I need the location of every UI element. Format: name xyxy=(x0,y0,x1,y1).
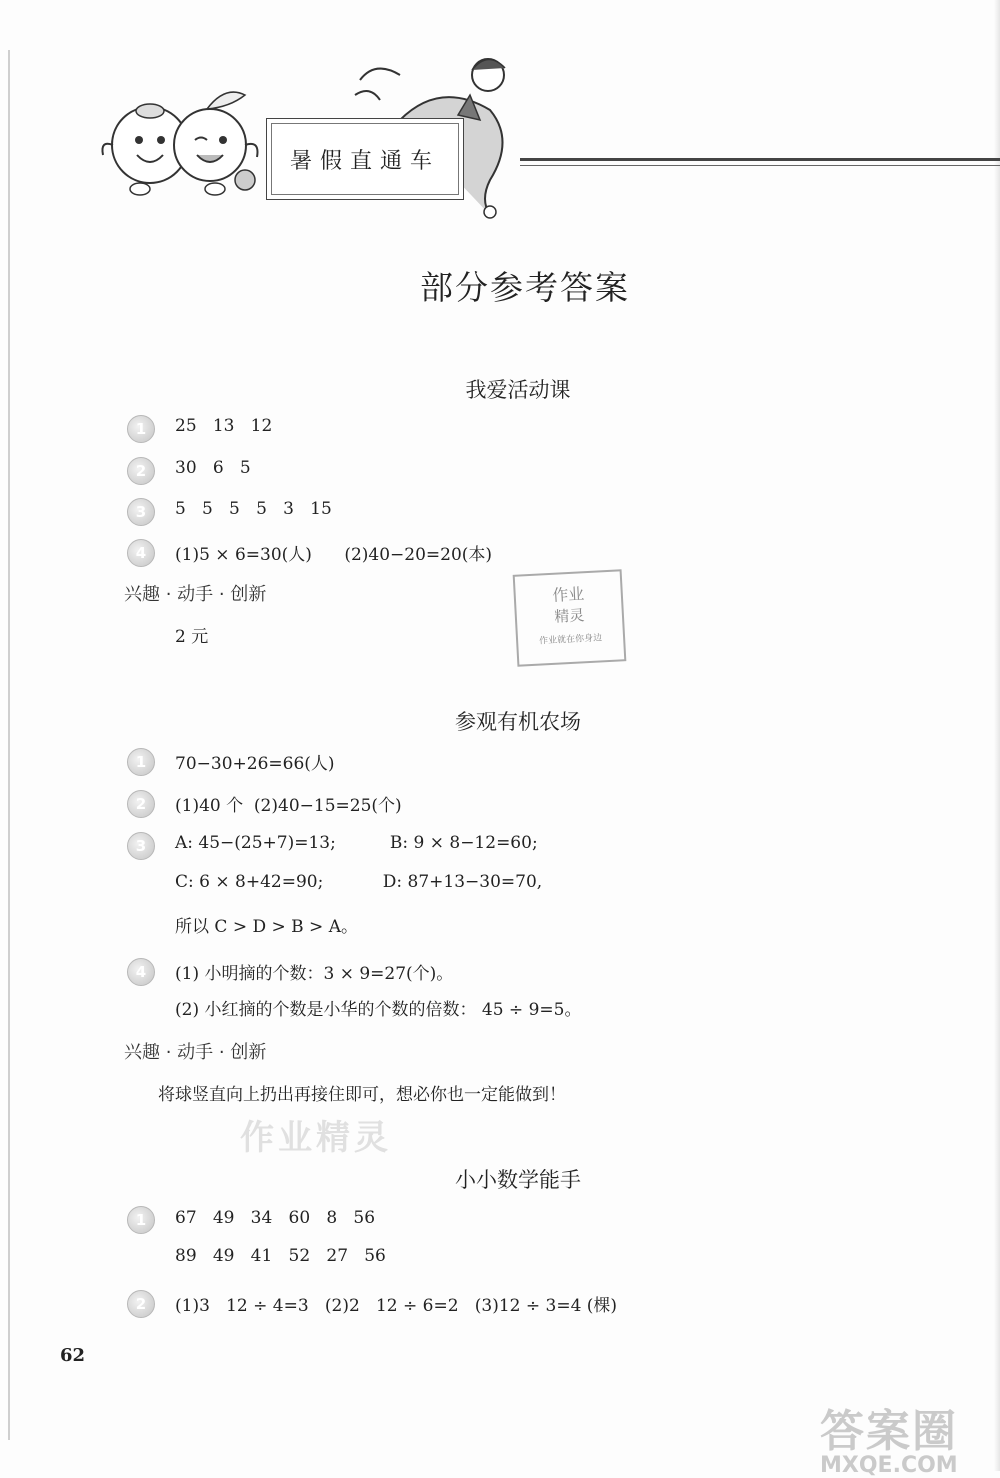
answer-line: 2 元 xyxy=(175,627,209,647)
answer-line: (1)40 个 (2)40−15=25(个) xyxy=(175,796,402,816)
header-rule-thin xyxy=(520,165,1000,166)
answer-line: (1)5 × 6=30(人) (2)40−20=20(本) xyxy=(175,545,493,565)
item-number-badge: 1 xyxy=(127,415,155,443)
item-number-badge: 2 xyxy=(127,1290,155,1318)
page-number: 62 xyxy=(60,1345,86,1366)
item-number-badge: 4 xyxy=(127,539,155,567)
item-number-badge: 4 xyxy=(127,958,155,986)
answer-line: C: 6 × 8+42=90; D: 87+13−30=70, xyxy=(175,872,543,892)
answer-line: 所以 C > D > B > A。 xyxy=(175,917,358,937)
extra-label: 兴趣 · 动手 · 创新 xyxy=(124,1042,267,1063)
item-number-badge: 1 xyxy=(127,748,155,776)
section-title: 参观有机农场 xyxy=(455,710,581,734)
stamp-watermark: 作业 精灵 作业就在你身边 xyxy=(513,569,627,667)
section-title: 小小数学能手 xyxy=(455,1168,581,1192)
answer-line: 5 5 5 5 3 15 xyxy=(175,499,332,519)
answer-line: 67 49 34 60 8 56 xyxy=(175,1208,376,1228)
answer-line: (2) 小红摘的个数是小华的个数的倍数： 45 ÷ 9=5。 xyxy=(175,1000,582,1020)
watermark-text: 作业精灵 xyxy=(240,1118,392,1158)
item-number-badge: 2 xyxy=(127,790,155,818)
answer-line: A: 45−(25+7)=13; B: 9 × 8−12=60; xyxy=(175,833,538,853)
item-number-badge: 3 xyxy=(127,498,155,526)
page-left-edge xyxy=(8,50,10,1440)
answer-line: 将球竖直向上扔出再接住即可，想必你也一定能做到！ xyxy=(158,1085,566,1105)
section-title: 我爱活动课 xyxy=(465,378,571,402)
banner-title: 暑假直通车 xyxy=(271,123,459,195)
banner-title-box xyxy=(266,118,464,200)
item-number-badge: 2 xyxy=(127,457,155,485)
answer-line: (1) 小明摘的个数：3 × 9=27(个)。 xyxy=(175,964,454,984)
main-title: 部分参考答案 xyxy=(420,268,630,307)
item-number-badge: 3 xyxy=(127,832,155,860)
extra-label: 兴趣 · 动手 · 创新 xyxy=(124,584,267,605)
answer-line: 89 49 41 52 27 56 xyxy=(175,1246,386,1266)
mascot-illustration xyxy=(95,85,265,204)
corner-watermark-logo: 答案圈 MXQE.COM xyxy=(820,1406,958,1478)
answer-line: 25 13 12 xyxy=(175,416,273,436)
header-rule xyxy=(520,158,1000,161)
answer-line: (1)3 12 ÷ 4=3 (2)2 12 ÷ 6=2 (3)12 ÷ 3=4 (棵) xyxy=(175,1296,618,1316)
item-number-badge: 1 xyxy=(127,1206,155,1234)
answer-line: 70−30+26=66(人) xyxy=(175,754,335,774)
answer-line: 30 6 5 xyxy=(175,458,251,478)
